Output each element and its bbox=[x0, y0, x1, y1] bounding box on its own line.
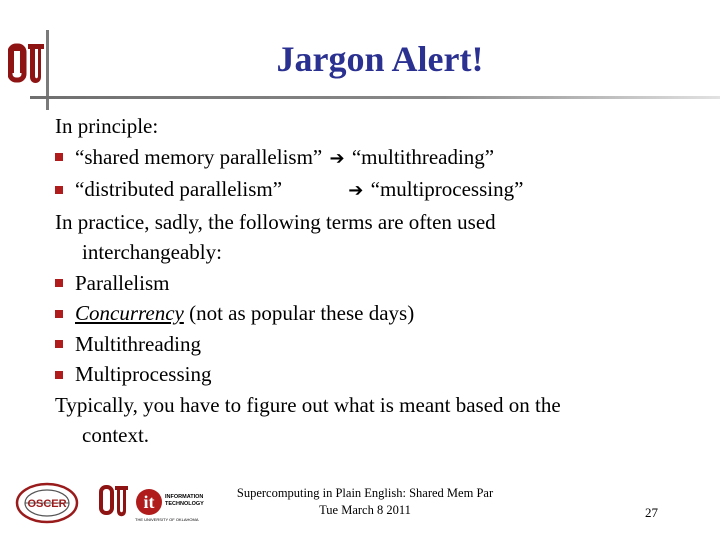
term-note: (not as popular these days) bbox=[189, 301, 415, 325]
term-multithreading bbox=[55, 329, 675, 360]
footer-line-1: Supercomputing in Plain English: Shared Mem Par bbox=[236, 486, 494, 500]
term-right: “multithreading” bbox=[351, 144, 495, 169]
principle-item-shared-memory bbox=[55, 142, 675, 175]
oscer-logo-icon bbox=[15, 482, 79, 524]
square-bullet-icon bbox=[55, 310, 63, 318]
closing-line-1: Typically, you have to figure out what is meant based on the bbox=[55, 392, 561, 417]
term-left: “shared memory parallelism” bbox=[75, 144, 323, 169]
square-bullet-icon bbox=[55, 186, 63, 194]
it-caption-2: TECHNOLOGY bbox=[165, 501, 204, 507]
square-bullet-icon bbox=[55, 279, 63, 287]
term-right: “multiprocessing” bbox=[370, 177, 524, 201]
square-bullet-icon bbox=[55, 371, 63, 379]
principle-item-distributed bbox=[55, 174, 675, 207]
bold-right-arrow-icon: ➔ bbox=[348, 180, 364, 201]
oscer-logo-text: OSCER bbox=[27, 498, 67, 510]
term-label-emphasized: Concurrency bbox=[75, 301, 184, 325]
term-parallelism bbox=[55, 268, 675, 299]
term-label: Multithreading bbox=[75, 331, 201, 356]
footer-text bbox=[215, 485, 515, 519]
term-multiprocessing bbox=[55, 359, 675, 390]
term-left: “distributed parallelism” bbox=[75, 177, 283, 201]
closing-line-2: context. bbox=[82, 423, 150, 447]
it-logo-text: it bbox=[143, 492, 155, 512]
slide-body bbox=[55, 111, 675, 451]
practice-line-2: interchangeably: bbox=[82, 240, 222, 264]
footer-line-2: Tue March 8 2011 bbox=[319, 503, 411, 517]
it-caption-1: INFORMATION bbox=[165, 494, 204, 500]
it-logo-icon bbox=[135, 484, 217, 524]
square-bullet-icon bbox=[55, 340, 63, 348]
it-caption-3: THE UNIVERSITY OF OKLAHOMA bbox=[135, 517, 199, 522]
footer-logos bbox=[15, 480, 215, 526]
ou-logo-icon bbox=[8, 40, 48, 94]
practice-line-1: In practice, sadly, the following terms are often used bbox=[55, 209, 496, 234]
title-underline-rule bbox=[30, 96, 720, 99]
term-label: Multiprocessing bbox=[75, 362, 212, 386]
ou-logo-small-icon bbox=[99, 483, 131, 523]
term-concurrency bbox=[55, 298, 675, 329]
principle-heading: In principle: bbox=[55, 114, 159, 138]
term-label: Parallelism bbox=[75, 270, 170, 295]
slide-title: Jargon Alert! bbox=[276, 39, 484, 79]
square-bullet-icon bbox=[55, 153, 63, 161]
page-number: 27 bbox=[645, 505, 658, 520]
bold-right-arrow-icon: ➔ bbox=[329, 147, 345, 169]
